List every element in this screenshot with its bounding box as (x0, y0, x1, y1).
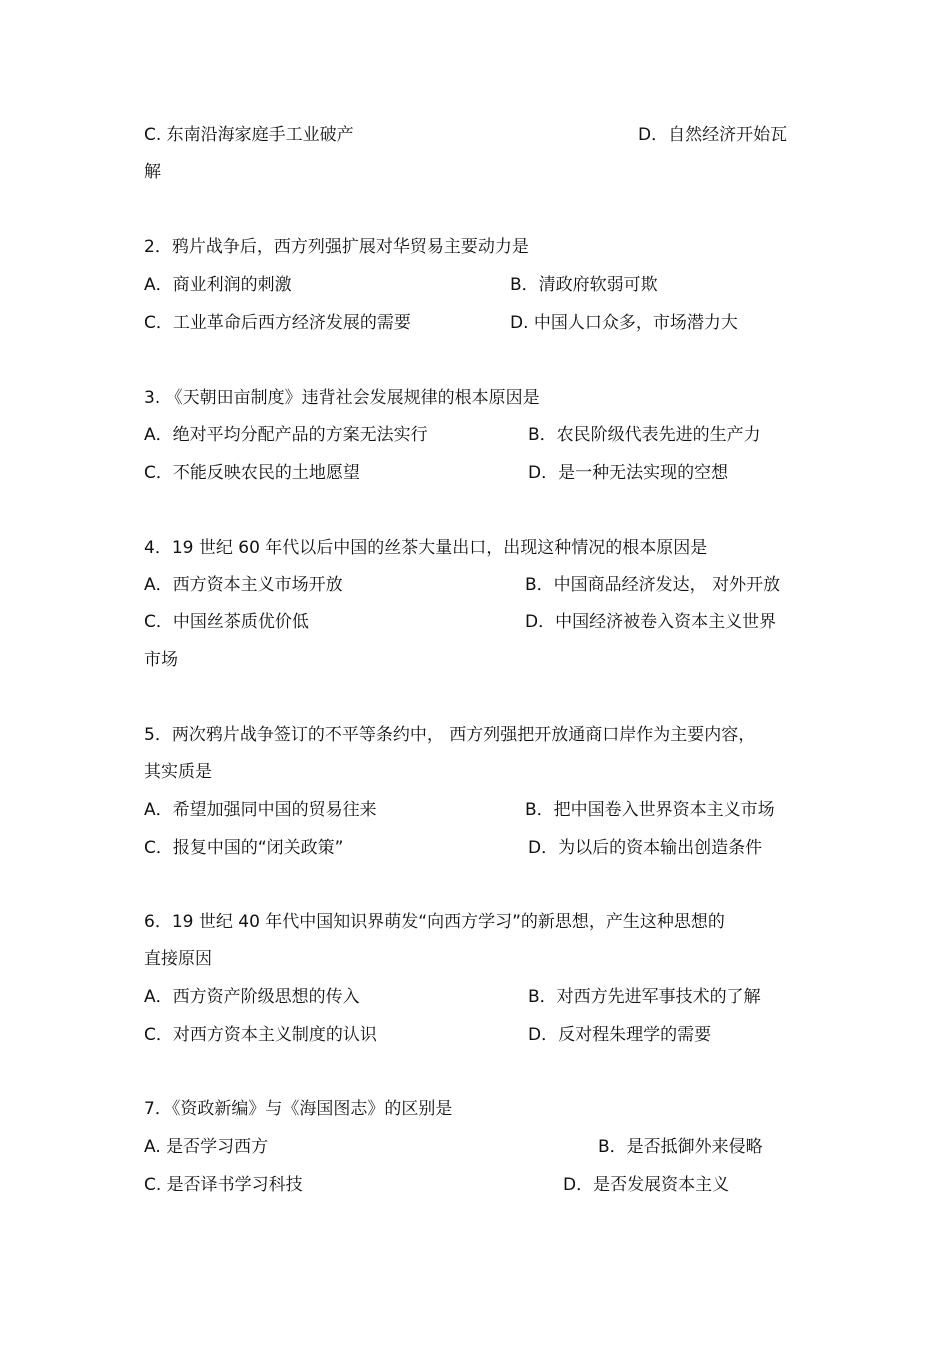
q4-option-a: A．西方资本主义市场开放 (144, 575, 343, 595)
q6-option-c: C．对西方资本主义制度的认识 (144, 1025, 377, 1045)
q6-option-b: B．对西方先进军事技术的了解 (528, 987, 761, 1007)
q3-option-c: C．不能反映农民的土地愿望 (144, 463, 360, 483)
q4-option-b: B．中国商品经济发达， 对外开放 (525, 575, 781, 595)
q2-stem: 2．鸦片战争后，西方列强扩展对华贸易主要动力是 (144, 237, 529, 257)
q2-option-d: D. 中国人口众多，市场潜力大 (510, 313, 738, 333)
q2-option-a: A．商业利润的刺激 (144, 275, 292, 295)
q3-option-b: B．农民阶级代表先进的生产力 (528, 425, 761, 445)
q1-option-d-continued: 解 (144, 162, 161, 182)
q5-option-b: B．把中国卷入世界资本主义市场 (525, 800, 775, 820)
q1-option-d: D．自然经济开始瓦 (638, 125, 788, 145)
q7-stem: 7．《资政新编》与《海国图志》的区别是 (144, 1099, 453, 1119)
q4-option-d: D．中国经济被卷入资本主义世界 (525, 612, 777, 632)
q4-option-d-continued: 市场 (144, 650, 178, 670)
q5-option-a: A．希望加强同中国的贸易往来 (144, 800, 377, 820)
q1-option-c: C. 东南沿海家庭手工业破产 (144, 125, 354, 145)
q4-stem: 4．19 世纪 60 年代以后中国的丝茶大量出口，出现这种情况的根本原因是 (144, 538, 708, 558)
q5-option-d: D．为以后的资本输出创造条件 (528, 838, 763, 858)
q3-option-d: D．是一种无法实现的空想 (528, 463, 729, 483)
q5-option-c: C．报复中国的“闭关政策” (144, 838, 344, 858)
q3-option-a: A．绝对平均分配产品的方案无法实行 (144, 425, 428, 445)
q7-option-b: B．是否抵御外来侵略 (598, 1137, 763, 1157)
q6-option-d: D．反对程朱理学的需要 (528, 1025, 712, 1045)
q6-stem-continued: 直接原因 (144, 949, 212, 969)
q4-option-c: C．中国丝茶质优价低 (144, 612, 309, 632)
q7-option-d: D．是否发展资本主义 (563, 1175, 730, 1195)
q7-option-a: A. 是否学习西方 (144, 1137, 269, 1157)
q5-stem-continued: 其实质是 (144, 762, 212, 782)
q6-stem: 6．19 世纪 40 年代中国知识界萌发“向西方学习”的新思想，产生这种思想的 (144, 912, 725, 932)
q3-stem: 3. 《天朝田亩制度》违背社会发展规律的根本原因是 (144, 388, 540, 408)
q2-option-c: C．工业革命后西方经济发展的需要 (144, 313, 411, 333)
q6-option-a: A．西方资产阶级思想的传入 (144, 987, 360, 1007)
q7-option-c: C. 是否译书学习科技 (144, 1175, 303, 1195)
q5-stem: 5．两次鸦片战争签订的不平等条约中， 西方列强把开放通商口岸作为主要内容， (144, 725, 756, 745)
q2-option-b: B．清政府软弱可欺 (510, 275, 658, 295)
